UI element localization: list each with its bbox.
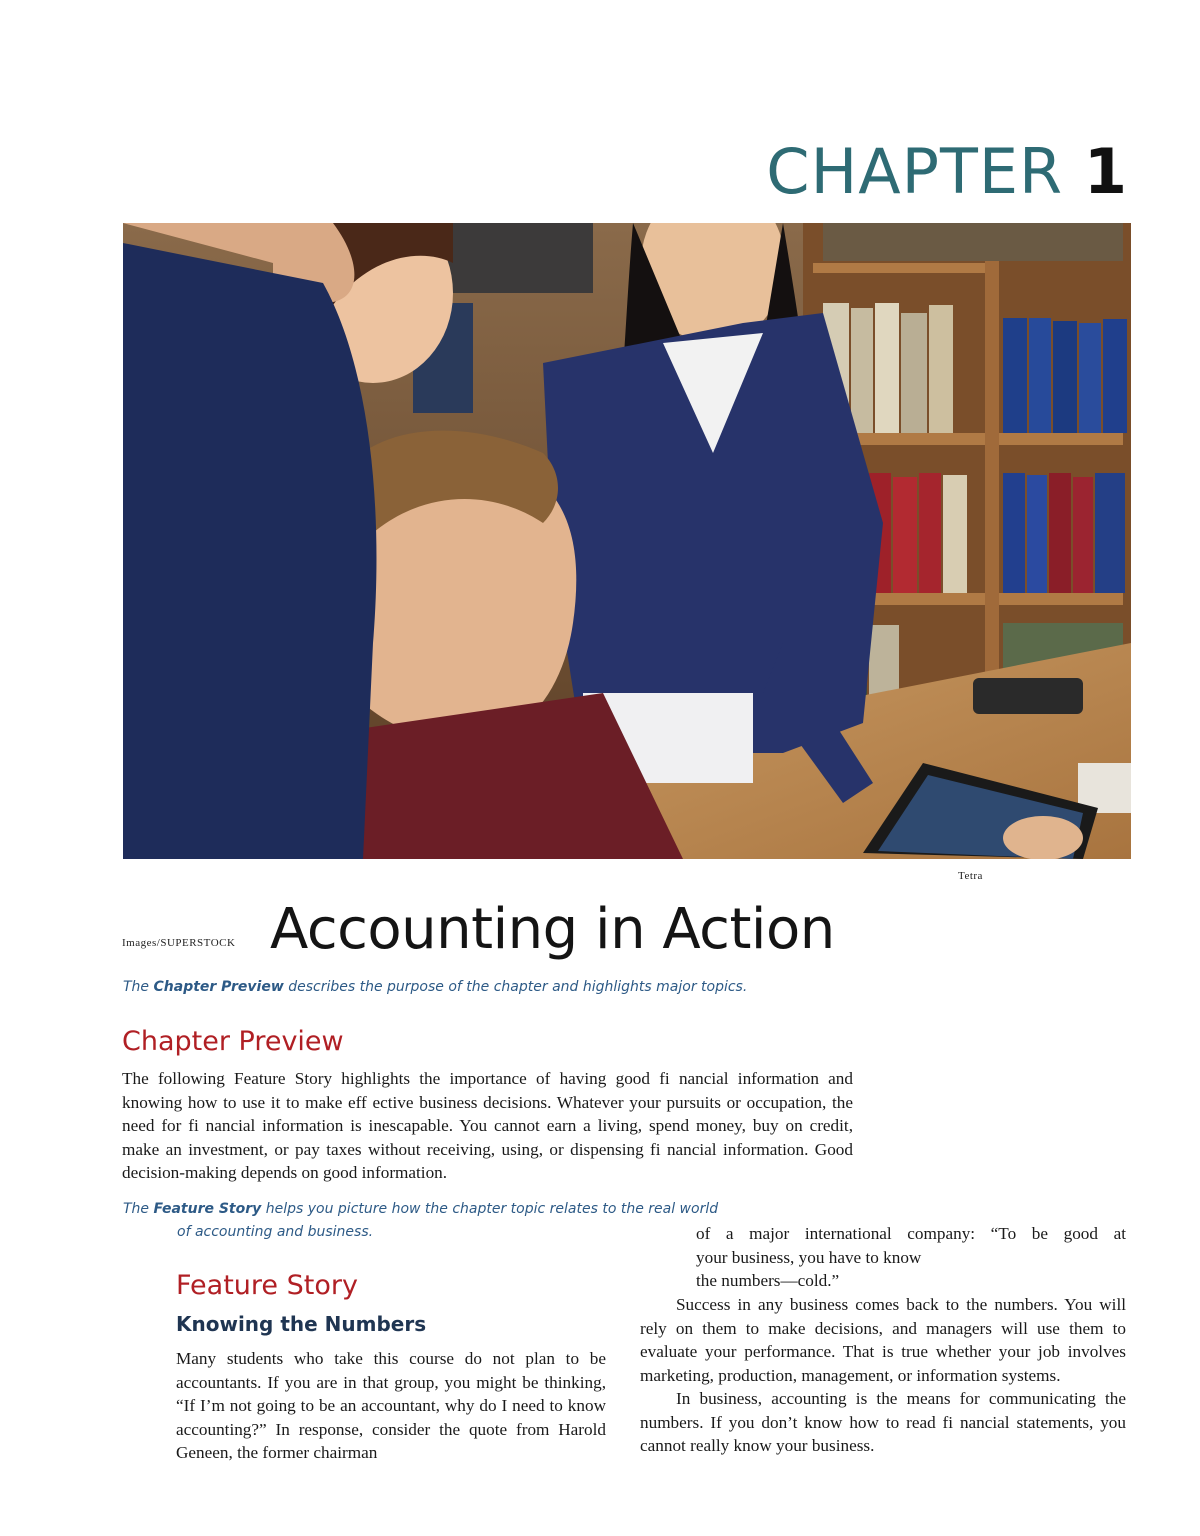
- note-prefix: The: [123, 1201, 154, 1217]
- feature-story-paragraph-2: Success in any business comes back to the numbers. You will rely on them to make decisions, and managers will use them to evaluate your performance. That is true whether your job involves marketing, production, management, or information systems.: [640, 1295, 1126, 1385]
- feature-story-quote: [696, 1222, 1126, 1293]
- feature-story-paragraph-3: In business, accounting is the means for communicating the numbers. If you don’t know how to read fi nancial statements, you cannot really know your business.: [640, 1389, 1126, 1455]
- chapter-title: Accounting in Action: [270, 897, 835, 962]
- chapter-preview-note: [123, 976, 747, 999]
- chapter-preview-body: The following Feature Story highlights the importance of having good fi nancial information and knowing how to use it to make eff ective business decisions. Whatever your pursuits or occupation, the need for fi nancial information is inescapable. You cannot earn a living, spend money, buy on credit, make an investment, or pay taxes without receiving, using, or dispensing fi nancial information. Good decision-making depends on good information.: [122, 1069, 853, 1182]
- feature-story-note: [123, 1198, 743, 1244]
- feature-story-heading: Feature Story: [176, 1270, 358, 1301]
- chapter-heading: [766, 132, 1128, 212]
- note-term: Chapter Preview: [153, 979, 284, 995]
- note-line-2: of accounting and business.: [177, 1224, 374, 1240]
- chapter-photo: [123, 223, 1131, 859]
- note-suffix: describes the purpose of the chapter and highlights major topics.: [283, 979, 748, 995]
- note-suffix: helps you picture how the chapter topic relates to the real world: [261, 1201, 719, 1217]
- chapter-preview-heading: Chapter Preview: [122, 1026, 344, 1057]
- feature-story-subheading: Knowing the Numbers: [176, 1312, 427, 1336]
- quote-line-2: your business, you have to know: [696, 1247, 922, 1267]
- photo-credit-top: Tetra: [958, 870, 983, 882]
- quote-line-1: of a major international company: “To be good at: [696, 1224, 1126, 1243]
- chapter-label: CHAPTER: [766, 135, 1064, 208]
- quote-line-3: the numbers—cold.”: [696, 1271, 840, 1290]
- feature-story-right-column: [640, 1293, 1126, 1458]
- students-library-illustration: [123, 223, 1131, 859]
- note-prefix: The: [123, 979, 154, 995]
- note-term: Feature Story: [153, 1201, 262, 1217]
- feature-story-paragraph-1: Many students who take this course do not plan to be accountants. If you are in that group, you might be thinking, “If I’m not going to be an accountant, why do I need to know accounting?” In response, consider the quote from Harold Geneen, the former chairman: [176, 1349, 606, 1462]
- chapter-number: 1: [1083, 135, 1128, 208]
- photo-credit-bottom: Images/SUPERSTOCK: [122, 937, 236, 949]
